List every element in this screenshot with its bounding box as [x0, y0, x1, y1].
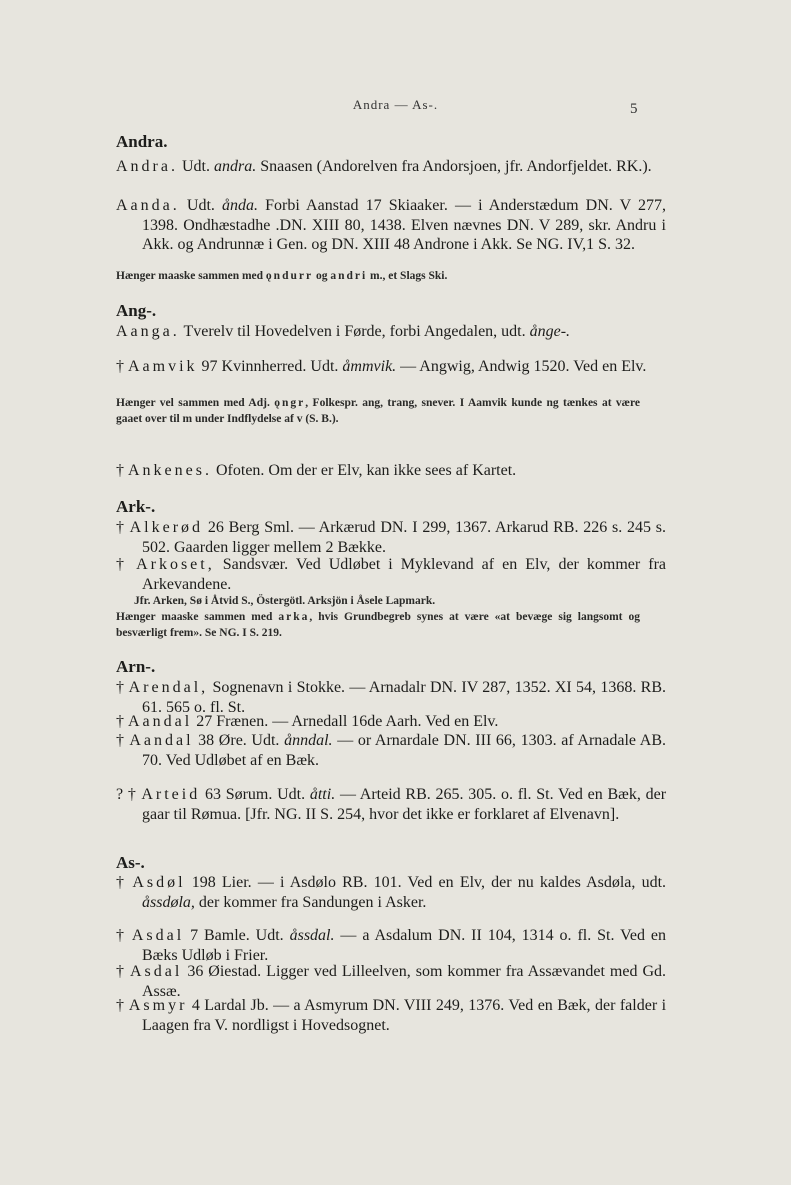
- entry-arkoset: † Arkoset, Sandsvær. Ved Udløbet i Myklevand af en Elv, der kommer fra Arkevandene.: [116, 556, 667, 593]
- entry-aandal-27: † Aandal 27 Frænen. — Arnedall 16de Aarh. Ved en Elv.: [116, 713, 499, 730]
- note-ark-2: Hænger maaske sammen med arka, hvis Grundbegreb synes at være «at bevæge sig langsomt og besværligt frem». Se NG. I S. 219.: [116, 611, 640, 639]
- entry-aamvik: † Aamvik 97 Kvinnherred. Udt. åmmvik. — Angwig, Andwig 1520. Ved en Elv.: [116, 358, 647, 375]
- entry-aanga: Aanga. Tverelv til Hovedelven i Førde, forbi Angedalen, udt. ånge-.: [116, 323, 571, 340]
- note-ark-1: Jfr. Arken, Sø i Åtvid S., Östergötl. Arksjön i Åsele Lapmark.: [134, 595, 436, 607]
- entry-asdal-36: † Asdal 36 Øiestad. Ligger ved Lilleelven, som kommer fra Assævandet med Gd. Assæ.: [116, 963, 667, 1000]
- note-ang: Hænger vel sammen med Adj. ǫngr, Folkespr. ang, trang, snever. I Aamvik kunde ng tænkes at være gaaet over til m under Indflydelse af v (S. B.).: [116, 397, 640, 425]
- entry-aanda: Aanda. Udt. ånda. Forbi Aanstad 17 Skiaaker. — i Anderstædum DN. V 277, 1398. Ondhæstadhe .DN. XIII 80, 1438. Elven nævnes DN. V 289, skr. Andru i Akk. og Andrunnæ i Gen. og DN. XIII 48 Androne i Akk. Se NG. IV,1 S. 32.: [116, 197, 666, 253]
- section-heading-ark: Ark-.: [116, 497, 156, 516]
- note-andra: Hænger maaske sammen med ǫndurr og andri m., et Slags Ski.: [116, 270, 448, 282]
- section-heading-as: As-.: [116, 853, 145, 872]
- entry-alkerod: † Alkerød 26 Berg Sml. — Arkærud DN. I 299, 1367. Arkarud RB. 226 s. 245 s. 502. Gaarden ligger mellem 2 Bække.: [116, 519, 667, 556]
- entry-asdol: † Asdøl 198 Lier. — i Asdølo RB. 101. Ved en Elv, der nu kaldes Asdøla, udt. åssdøla, der kommer fra Sandungen i Asker.: [116, 874, 667, 911]
- entry-arendal: † Arendal, Sognenavn i Stokke. — Arnadalr DN. IV 287, 1352. XI 54, 1368. RB. 61. 565 o. fl. St.: [116, 679, 667, 716]
- running-head: Andra — As-.: [352, 97, 439, 112]
- entry-arteid: ? † Arteid 63 Sørum. Udt. åtti. — Arteid RB. 265. 305. o. fl. St. Ved en Bæk, der gaar til Rømua. [Jfr. NG. II S. 254, hvor det ikke er forklaret af Elvenavn].: [116, 786, 667, 823]
- section-heading-andra: Andra.: [116, 132, 168, 151]
- section-heading-arn: Arn-.: [116, 657, 156, 676]
- page-number: 5: [630, 101, 638, 117]
- entry-andra: Andra. Udt. andra. Snaasen (Andorelven fra Andorsjoen, jfr. Andorfjeldet. RK.).: [116, 158, 652, 175]
- entry-asmyr: † Asmyr 4 Lardal Jb. — a Asmyrum DN. VIII 249, 1376. Ved en Bæk, der falder i Laagen fra V. nordligst i Hovedsognet.: [116, 997, 667, 1034]
- section-heading-ang: Ang-.: [116, 301, 157, 320]
- entry-ankenes: † Ankenes. Ofoten. Om der er Elv, kan ikke sees af Kartet.: [116, 462, 517, 479]
- entry-aandal-38: † Aandal 38 Øre. Udt. ånndal. — or Arnardale DN. III 66, 1303. af Arnadale AB. 70. Ved Udløbet af en Bæk.: [116, 732, 667, 769]
- entry-asdal-7: † Asdal 7 Bamle. Udt. åssdal. — a Asdalum DN. II 104, 1314 o. fl. St. Ved en Bæks Udløb i Frier.: [116, 927, 667, 964]
